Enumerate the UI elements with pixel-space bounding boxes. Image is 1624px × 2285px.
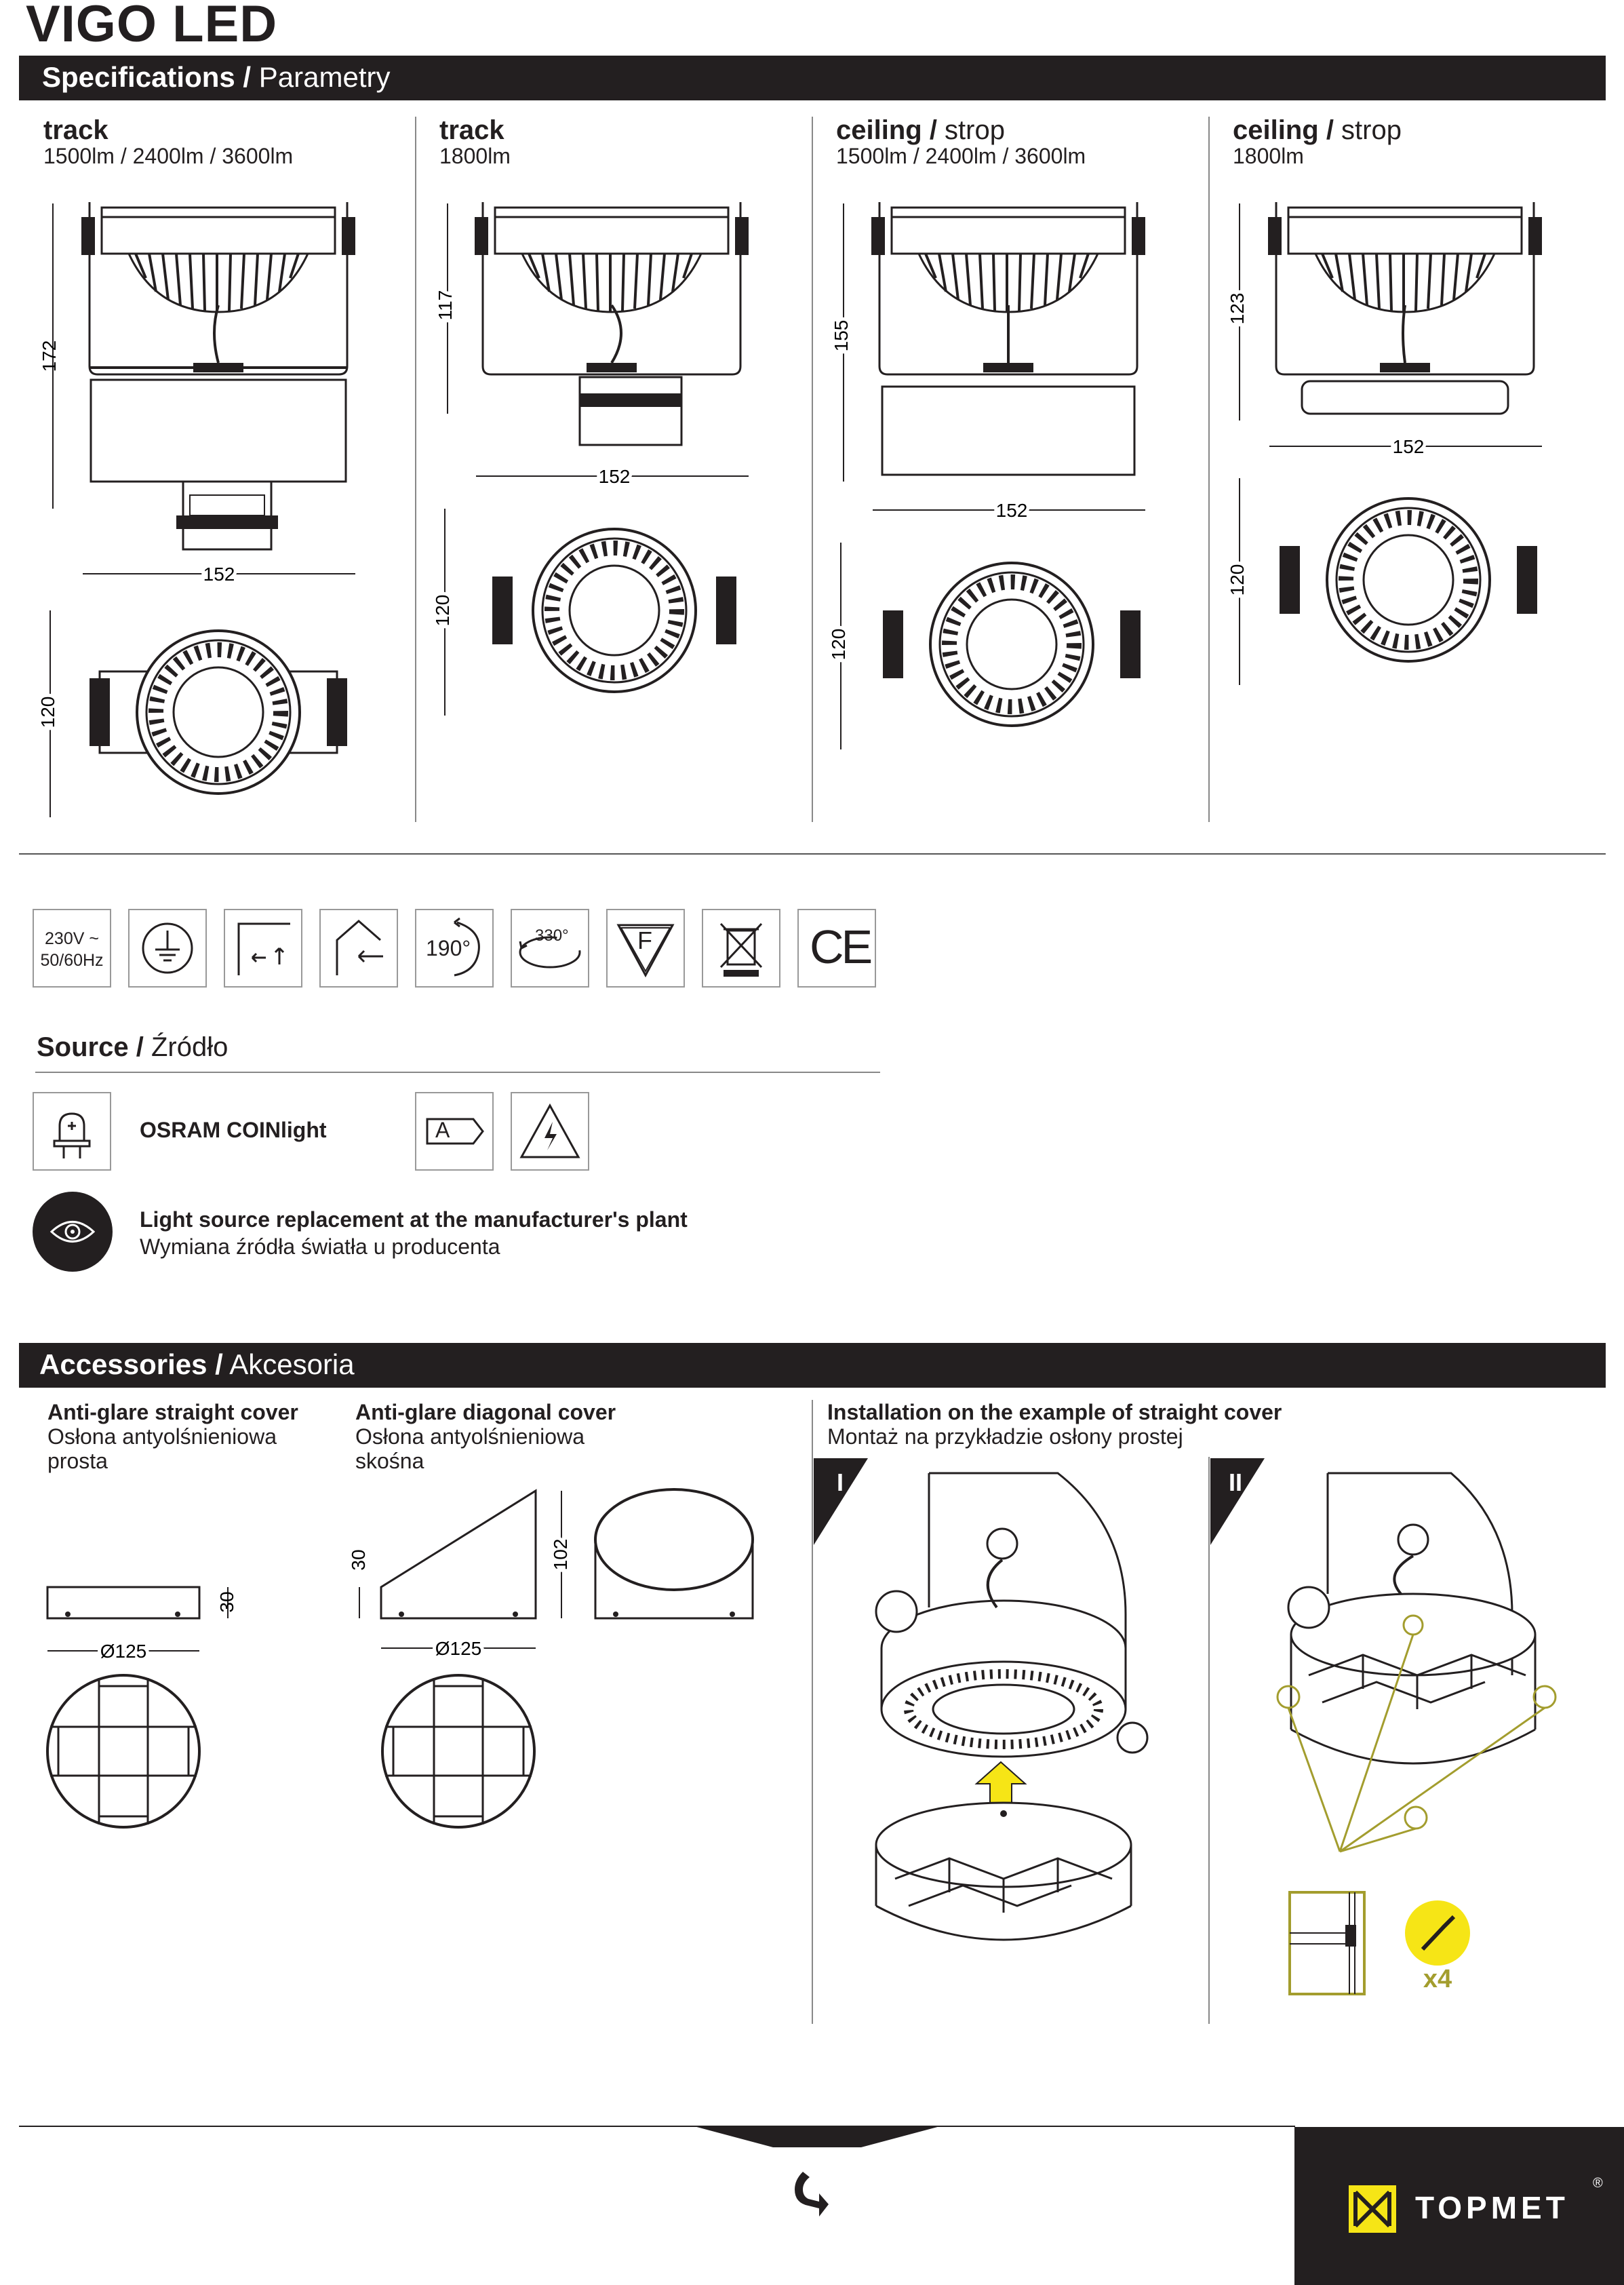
wall-ceiling-mount-icon (224, 909, 302, 988)
section-divider (19, 853, 1606, 855)
column-4-type-pl: strop (1333, 115, 1402, 145)
page-turn-arrow-icon[interactable] (789, 2166, 833, 2221)
column-1-header (43, 117, 293, 169)
column-2-diameter-dim: 120 (432, 594, 453, 627)
weee-bin-icon (702, 909, 780, 988)
replacement-pl: Wymiana źródła światła u producenta (140, 1234, 500, 1259)
column-3-height-dim: 155 (831, 319, 852, 352)
topmet-logo-icon (1349, 2185, 1396, 2233)
tilt-label: 190° (426, 936, 471, 960)
straight-cover-pl2: prosta (47, 1449, 108, 1473)
tilt-190-icon (415, 909, 494, 988)
replacement-en: Light source replacement at the manufacturer's plant (140, 1207, 688, 1232)
brand-name: TOPMET (1415, 2190, 1569, 2225)
ce-label: CE (810, 920, 871, 973)
installation-text (827, 1400, 1282, 1449)
diagonal-cover-pl1: Osłona antyolśnieniowa (355, 1424, 585, 1449)
straight-cover-title: Anti-glare straight cover (47, 1400, 298, 1424)
high-voltage-icon (511, 1092, 589, 1171)
column-3-width-dim: 152 (995, 500, 1028, 521)
specifications-bar (19, 56, 1606, 100)
source-heading-normal: Źródło (143, 1032, 229, 1062)
footer-notch (692, 2126, 943, 2153)
energy-class-icon (415, 1092, 494, 1171)
accessories-bar (19, 1343, 1606, 1388)
column-1-height-dim: 172 (39, 340, 60, 372)
voltage-line2: 50/60Hz (40, 951, 104, 970)
diagonal-height-low-dim: 30 (348, 1549, 369, 1571)
column-4-type: ceiling / (1233, 115, 1334, 145)
diagonal-height-high-dim: 102 (550, 1538, 571, 1571)
eye-icon (33, 1192, 113, 1272)
installation-pl: Montaż na przykładzie osłony prostej (827, 1424, 1183, 1449)
earth-ground-icon (128, 909, 207, 988)
f-mark-icon (606, 909, 685, 988)
column-4-header (1233, 117, 1402, 169)
straight-cover-pl1: Osłona antyolśnieniowa (47, 1424, 277, 1449)
registered-mark: ® (1593, 2176, 1603, 2191)
installation-title: Installation on the example of straight cover (827, 1400, 1282, 1424)
osram-label: OSRAM COINlight (140, 1118, 327, 1142)
column-4-width-dim: 152 (1392, 436, 1425, 457)
straight-diameter-dim: Ø125 (100, 1641, 147, 1662)
specs-bar-bold: Specifications / (42, 61, 252, 93)
accessory-drawings (0, 1458, 1624, 2035)
energy-class-label: A (435, 1118, 450, 1142)
diagonal-cover-title: Anti-glare diagonal cover (355, 1400, 616, 1424)
column-4-height-dim: 123 (1227, 292, 1248, 325)
straight-height-dim: 30 (216, 1591, 237, 1613)
column-1-diameter-dim: 120 (37, 696, 58, 728)
column-1-width-dim: 152 (203, 564, 235, 585)
source-heading-bold: Source / (37, 1032, 144, 1062)
screw-count: x4 (1423, 1965, 1452, 1993)
column-2-lumens: 1800lm (439, 144, 511, 168)
column-2-height-dim: 117 (435, 290, 456, 321)
step-1-label: I (837, 1468, 844, 1496)
rotation-label: 330° (535, 926, 569, 945)
product-title: VIGO LED (26, 0, 278, 53)
column-3-type-pl: strop (936, 115, 1005, 145)
column-2-type: track (439, 115, 504, 145)
source-divider (35, 1072, 880, 1073)
ce-mark-icon (797, 909, 876, 988)
footer-line (19, 2126, 1295, 2127)
column-3-header (836, 117, 1086, 169)
diagonal-cover-pl2: skośna (355, 1449, 424, 1473)
rotation-330-icon (511, 909, 589, 988)
column-1-type: track (43, 115, 108, 145)
column-3-diameter-dim: 120 (828, 628, 849, 661)
specs-bar-normal: Parametry (251, 61, 391, 93)
column-2-width-dim: 152 (598, 466, 631, 487)
column-2-header (439, 117, 511, 169)
accessories-bar-normal: Akcesoria (222, 1348, 355, 1380)
column-4-diameter-dim: 120 (1227, 564, 1248, 596)
f-mark-label: F (637, 926, 652, 954)
technical-drawings (0, 176, 1624, 834)
diagonal-diameter-dim: Ø125 (435, 1638, 482, 1659)
column-1-lumens: 1500lm / 2400lm / 3600lm (43, 144, 294, 168)
accessories-bar-bold: Accessories / (39, 1348, 223, 1380)
led-source-icon (33, 1092, 111, 1171)
column-3-lumens: 1500lm / 2400lm / 3600lm (836, 144, 1086, 168)
brand-footer (1294, 2127, 1624, 2285)
voltage-icon (33, 909, 111, 988)
step-2-label: II (1229, 1468, 1243, 1496)
column-3-type: ceiling / (836, 115, 937, 145)
source-heading (37, 1032, 228, 1063)
column-4-lumens: 1800lm (1233, 144, 1304, 168)
indoor-use-icon (319, 909, 398, 988)
voltage-line1: 230V ~ (45, 929, 99, 948)
